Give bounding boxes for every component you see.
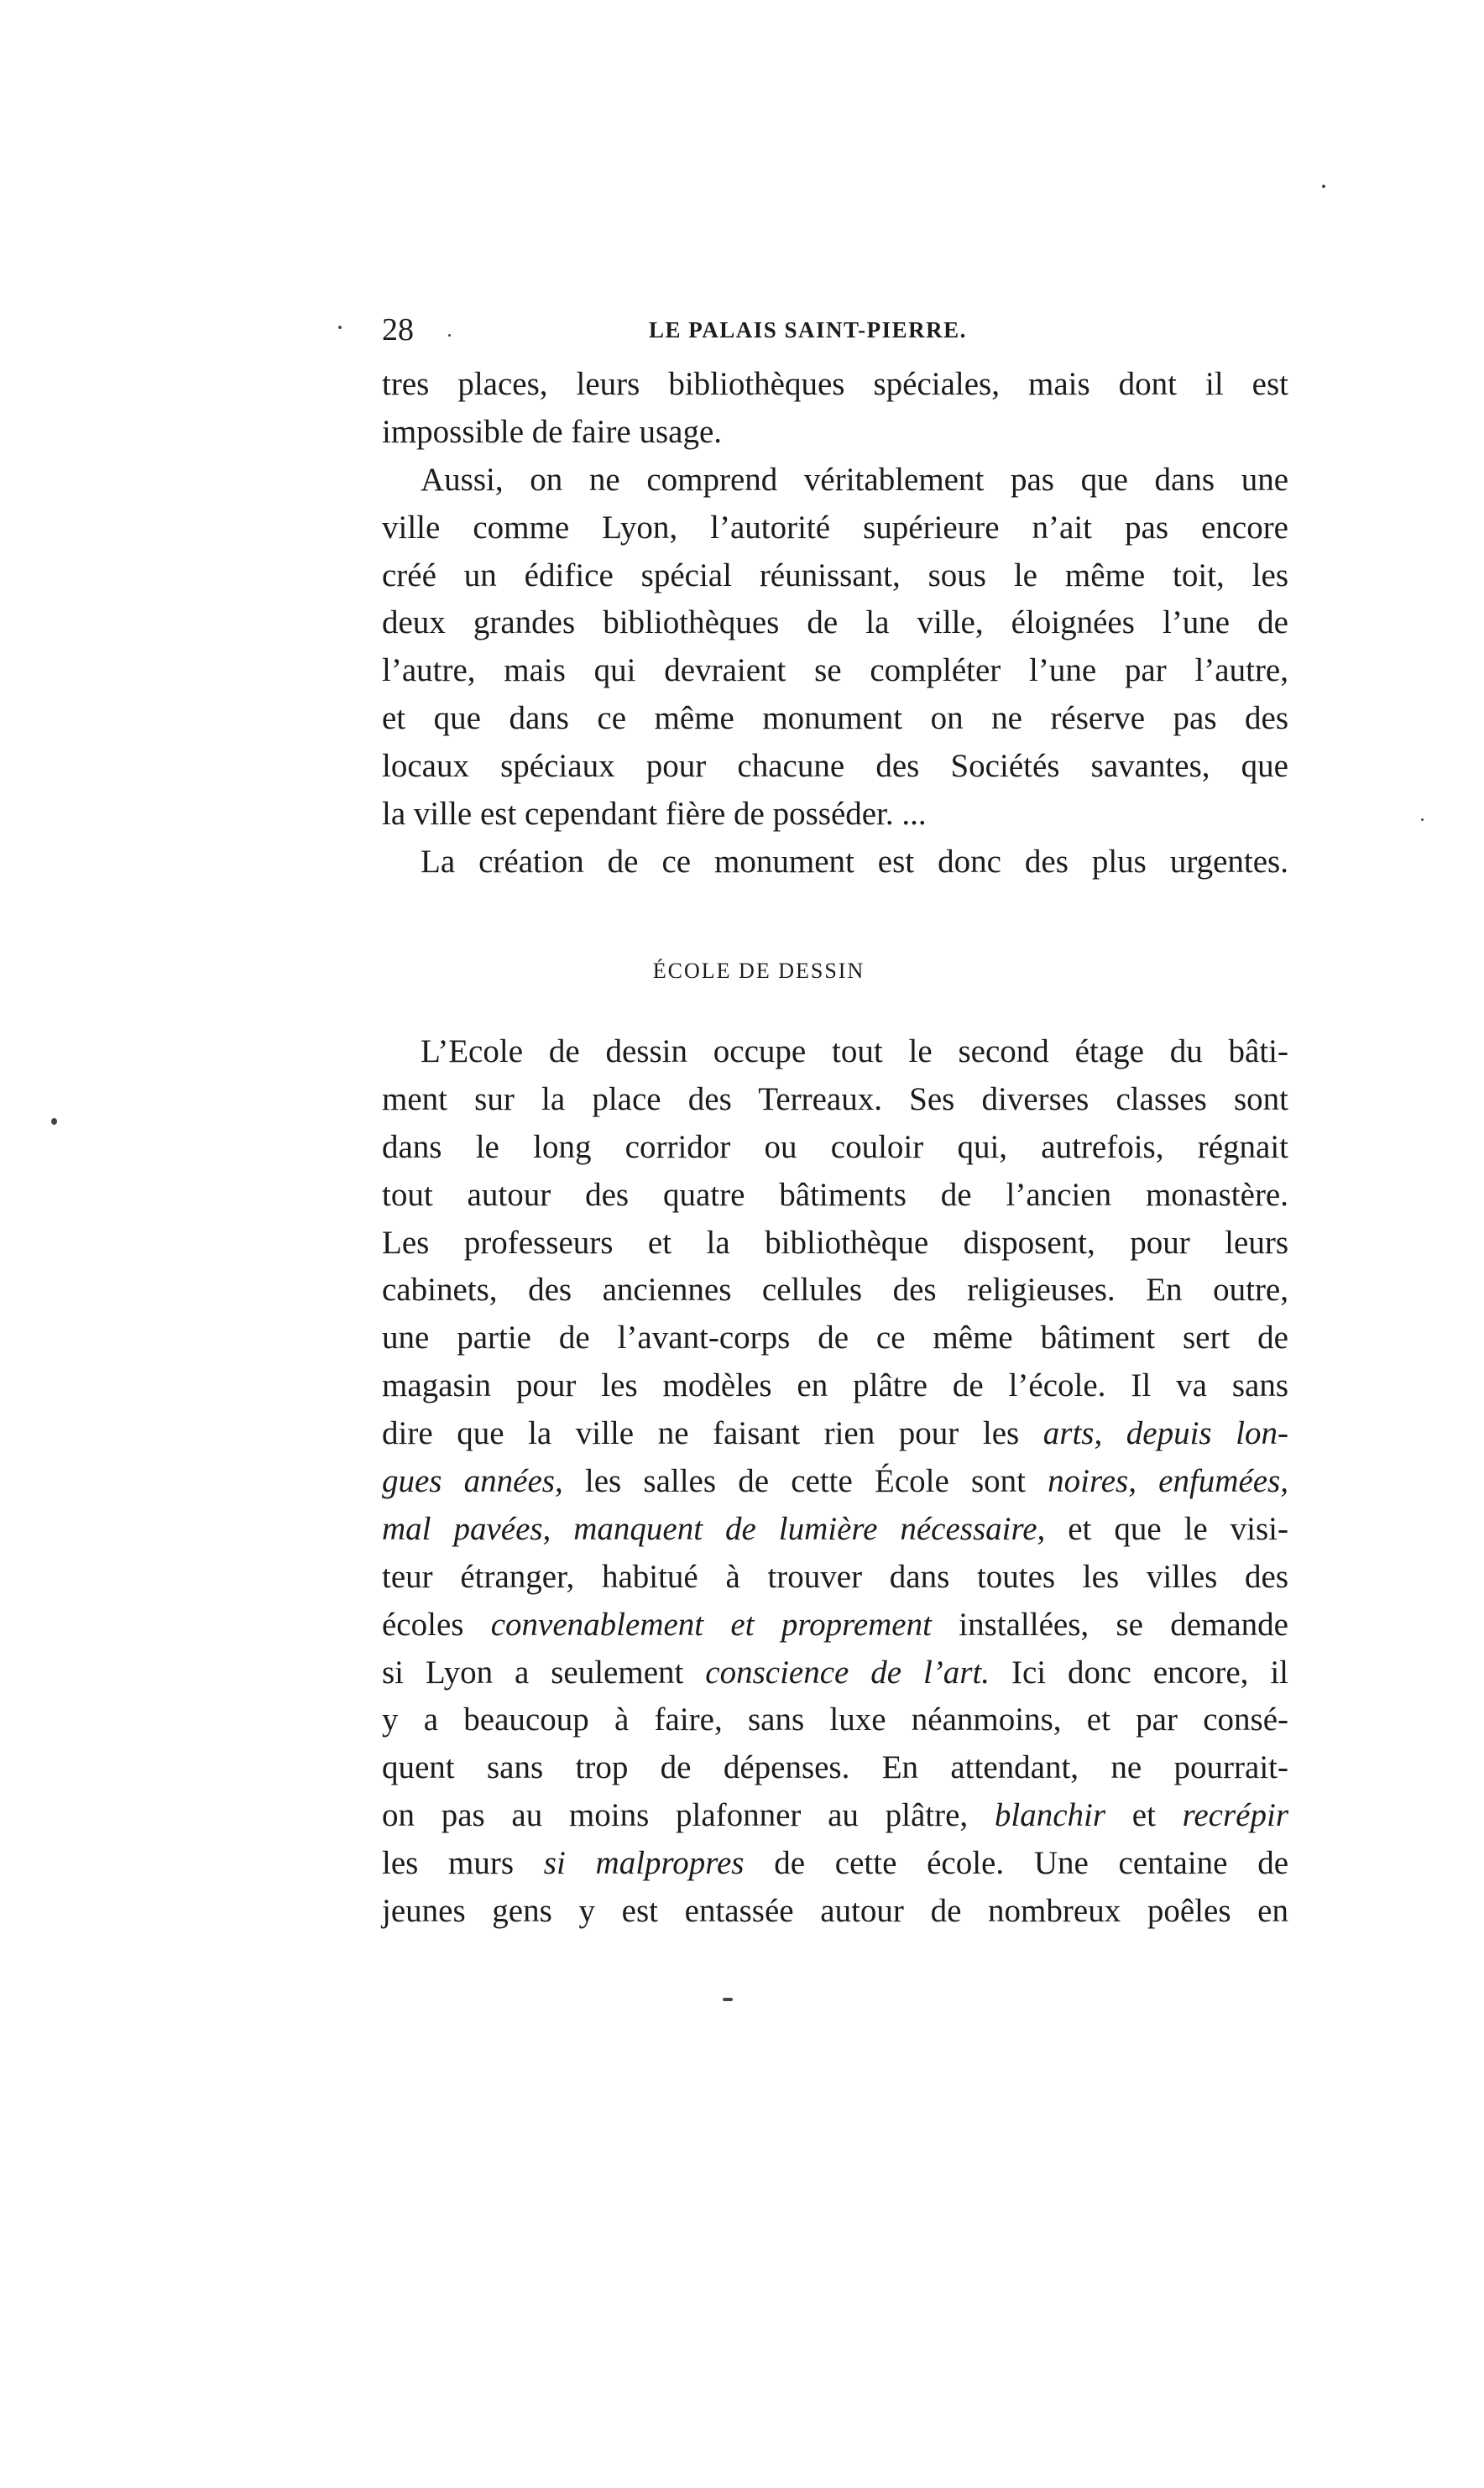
text-line: La création de ce monument est donc des plus urgentes. <box>421 843 1288 880</box>
italic-text-run: gues années, <box>382 1463 563 1500</box>
italic-text-run: conscience de l’art. <box>705 1654 990 1691</box>
running-head <box>382 309 1287 351</box>
text-line: l’autre, mais qui devraient se compléter l’une par l’autre, <box>382 652 1288 689</box>
text-line: cabinets, des anciennes cellules des religieuses. En outre, <box>382 1272 1288 1309</box>
print-speck <box>338 326 342 329</box>
text-run: et <box>1105 1797 1183 1834</box>
italic-text-run: si malpropres <box>543 1845 745 1882</box>
paragraph-block-ecole-de-dessin <box>382 1028 1288 1936</box>
text-line: ment sur la place des Terreaux. Ses diverses classes sont <box>382 1080 1288 1117</box>
text-line: quent sans trop de dépenses. En attendant, ne pourrait- <box>382 1749 1288 1786</box>
italic-text-run: mal pavées, manquent de lumière nécessaire, <box>382 1510 1046 1547</box>
running-title: LE PALAIS SAINT-PIERRE. <box>649 317 967 342</box>
text-line: jeunes gens y est entassée autour de nombreux poêles en <box>382 1893 1288 1930</box>
print-speck <box>723 1998 733 2001</box>
text-run: dire que la ville ne faisant rien pour les <box>382 1415 1043 1452</box>
text-line: locaux spéciaux pour chacune des Sociétés savantes, que <box>382 748 1288 785</box>
text-line: créé un édifice spécial réunissant, sous le même toit, les <box>382 557 1288 593</box>
text-line: tout autour des quatre bâtiments de l’ancien monastère. <box>382 1176 1288 1213</box>
paragraph-block-bibliotheques <box>382 361 1288 886</box>
print-speck <box>1322 185 1325 188</box>
text-run: installées, se demande <box>931 1606 1288 1643</box>
text-run: les salles de cette École sont <box>562 1463 1048 1500</box>
italic-text-run: convenablement et proprement <box>490 1606 932 1643</box>
text-run: et que le visi- <box>1045 1510 1289 1547</box>
italic-text-run: noires, enfumées, <box>1048 1463 1288 1500</box>
text-line: L’Ecole de dessin occupe tout le second étage du bâti- <box>421 1033 1288 1069</box>
text-run: écoles <box>382 1606 491 1643</box>
text-line: deux grandes bibliothèques de la ville, éloignées l’une de <box>382 604 1288 641</box>
text-line: et que dans ce même monument on ne réserve pas des <box>382 700 1288 737</box>
text-line: tres places, leurs bibliothèques spéciales, mais dont il est <box>382 366 1288 402</box>
text-line: Les professeurs et la bibliothèque disposent, pour leurs <box>382 1224 1288 1261</box>
text-run: Ici donc encore, il <box>990 1654 1288 1691</box>
section-heading: ÉCOLE DE DESSIN <box>652 959 865 983</box>
text-line <box>382 1792 1288 1840</box>
italic-text-run: recrépir <box>1182 1797 1288 1834</box>
text-line <box>382 1458 1288 1506</box>
italic-text-run: blanchir <box>994 1797 1106 1834</box>
text-run: les murs <box>382 1845 544 1882</box>
text-run: si Lyon a seulement <box>382 1654 706 1691</box>
text-line: Aussi, on ne comprend véritablement pas que dans une <box>421 461 1288 498</box>
text-line: impossible de faire usage. <box>382 413 723 450</box>
text-line: la ville est cependant fière de posséder. ... <box>382 796 927 833</box>
text-line: une partie de l’avant-corps de ce même bâtiment sert de <box>382 1320 1288 1356</box>
text-run: on pas au moins plafonner au plâtre, <box>382 1797 995 1834</box>
text-line: magasin pour les modèles en plâtre de l’école. Il va sans <box>382 1367 1288 1404</box>
print-speck <box>1421 818 1424 821</box>
text-line <box>382 1840 1288 1888</box>
text-line <box>382 1602 1288 1649</box>
text-run: de cette école. Une centaine de <box>744 1845 1289 1882</box>
print-speck <box>51 1118 57 1125</box>
text-line: teur étranger, habitué à trouver dans toutes les villes des <box>382 1558 1288 1595</box>
text-line: ville comme Lyon, l’autorité supérieure n’ait pas encore <box>382 509 1288 546</box>
text-line: dans le long corridor ou couloir qui, autrefois, régnait <box>382 1128 1288 1165</box>
text-line <box>382 1410 1288 1458</box>
page-number: 28 <box>382 312 414 348</box>
text-line <box>382 1649 1288 1697</box>
text-line: y a beaucoup à faire, sans luxe néanmoins, et par consé- <box>382 1701 1288 1738</box>
italic-text-run: arts, depuis lon- <box>1042 1415 1288 1452</box>
text-line <box>382 1506 1288 1554</box>
